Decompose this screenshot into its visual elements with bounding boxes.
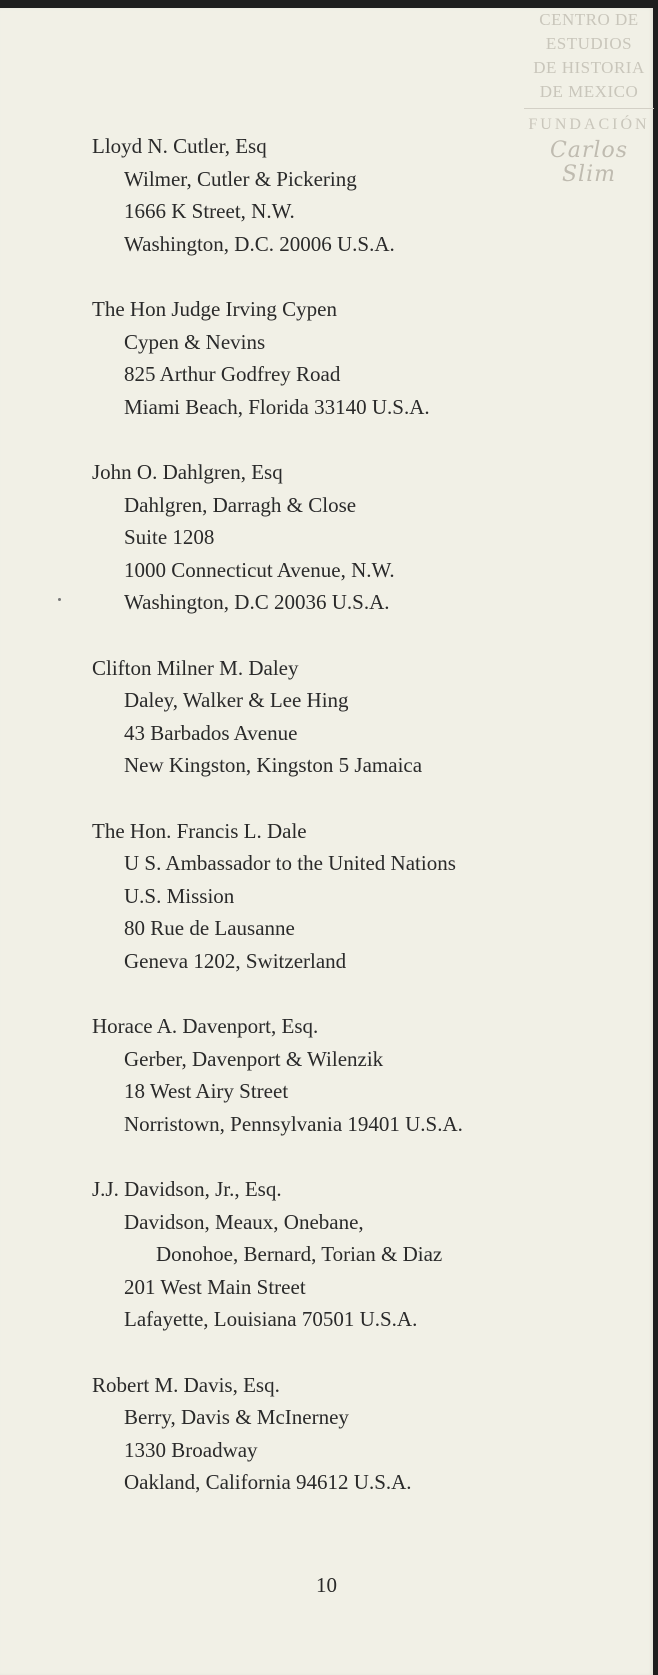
entry-address-line: 80 Rue de Lausanne (124, 916, 295, 940)
entry-address-line: Washington, D.C. 20006 U.S.A. (124, 231, 395, 256)
entry-name: The Hon. Francis L. Dale (92, 818, 307, 843)
archive-watermark-stamp (524, 8, 654, 187)
entry-name: Horace A. Davenport, Esq. (92, 1014, 319, 1038)
entry-address-line: Dahlgren, Darragh & Close (124, 492, 357, 517)
address-entry (92, 1369, 463, 1499)
entry-address-line: 43 Barbados Avenue (124, 720, 298, 745)
entry-address-line: Norristown, Pennsylvania 19401 U.S.A. (124, 1111, 463, 1136)
page-number: 10 (316, 1573, 337, 1597)
entry-address-line: Oakland, California 94612 U.S.A. (124, 1470, 412, 1494)
entry-address-line: 201 West Main Street (124, 1274, 306, 1299)
entry-address-line: Washington, D.C 20036 U.S.A. (124, 590, 390, 614)
paper-speck (58, 598, 61, 601)
address-entry (92, 293, 463, 423)
entry-address-line: New Kingston, Kingston 5 Jamaica (124, 753, 423, 777)
entry-address-line: Suite 1208 (124, 525, 215, 549)
address-entry (92, 456, 463, 619)
entry-address-line: 1330 Broadway (124, 1437, 258, 1462)
address-entry (92, 652, 463, 782)
address-entry (92, 1010, 463, 1140)
entry-address-line: Donohoe, Bernard, Torian & Diaz (156, 1242, 443, 1266)
entry-address-line: Wilmer, Cutler & Pickering (124, 166, 357, 191)
address-directory (92, 130, 463, 1532)
stamp-line: DE MEXICO (539, 82, 639, 101)
entry-name: Clifton Milner M. Daley (92, 655, 299, 680)
entry-address-line: U S. Ambassador to the United Nations (124, 851, 456, 875)
entry-address-line: 1000 Connecticut Avenue, N.W. (124, 557, 395, 582)
stamp-signature: Carlos Slim (549, 138, 629, 187)
entry-address-line: Gerber, Davenport & Wilenzik (124, 1046, 384, 1071)
entry-address-line: Lafayette, Louisiana 70501 U.S.A. (124, 1307, 418, 1331)
address-entry (92, 815, 463, 978)
entry-name: The Hon Judge Irving Cypen (92, 297, 337, 321)
address-entry (92, 130, 463, 260)
entry-address-line: 825 Arthur Godfrey Road (124, 362, 341, 386)
entry-address-line: Miami Beach, Florida 33140 U.S.A. (124, 394, 430, 419)
stamp-line: CENTRO DE (539, 10, 639, 29)
entry-address-line: Berry, Davis & McInerney (124, 1405, 349, 1429)
entry-address-line: Geneva 1202, Switzerland (124, 948, 347, 973)
document-page (0, 8, 653, 1675)
entry-name: Lloyd N. Cutler, Esq (92, 134, 267, 158)
entry-address-line: Cypen & Nevins (124, 329, 266, 354)
entry-name: John O. Dahlgren, Esq (92, 460, 283, 484)
entry-address-line: Davidson, Meaux, Onebane, (124, 1209, 364, 1234)
stamp-line: DE HISTORIA (533, 58, 645, 77)
address-entry (92, 1173, 463, 1336)
entry-name: Robert M. Davis, Esq. (92, 1372, 280, 1397)
entry-address-line: Daley, Walker & Lee Hing (124, 688, 349, 712)
entry-address-line: 18 West Airy Street (124, 1079, 289, 1103)
entry-name: J.J. Davidson, Jr., Esq. (92, 1177, 282, 1201)
entry-address-line: U.S. Mission (124, 883, 235, 908)
entry-address-line: 1666 K Street, N.W. (124, 199, 295, 223)
stamp-foundation: FUNDACIÓN (524, 108, 654, 137)
stamp-line: ESTUDIOS (545, 34, 633, 53)
